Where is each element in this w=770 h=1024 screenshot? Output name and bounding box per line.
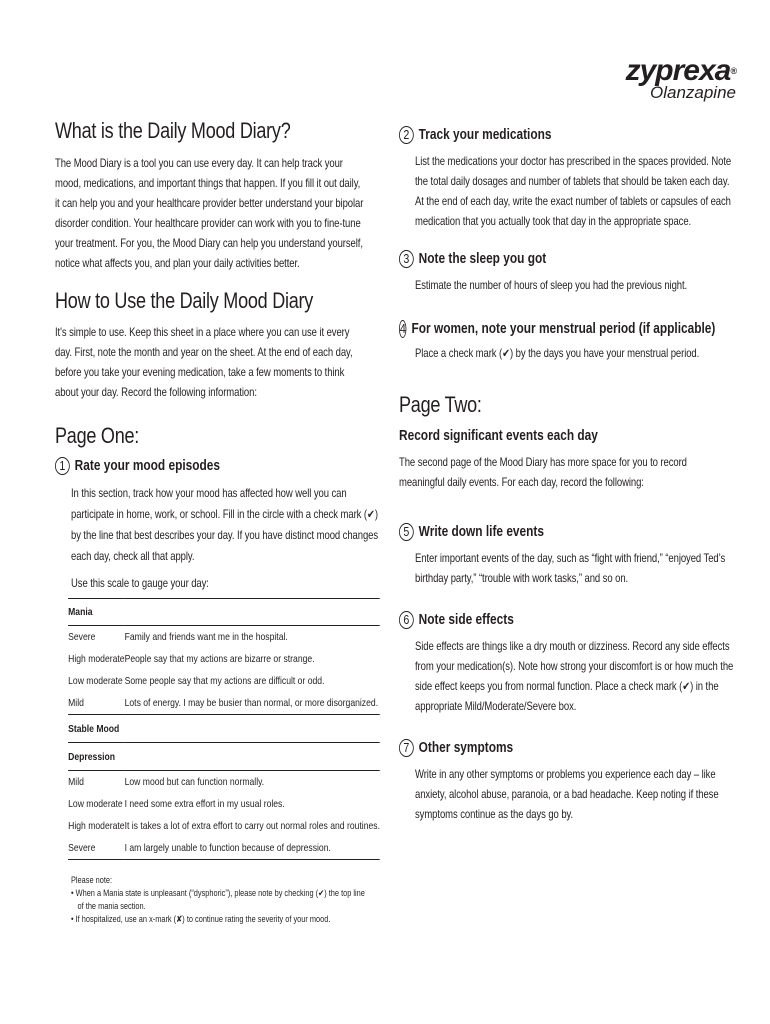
brand-logo	[626, 56, 736, 102]
section-4-heading	[399, 320, 716, 338]
note-title: Please note:	[71, 875, 113, 885]
level-desc: I am largely unable to function because of depression.	[124, 842, 331, 854]
what-body	[55, 154, 365, 274]
how-title: How to Use the Daily Mood Diary	[55, 288, 314, 313]
section-4-number: 4	[399, 321, 406, 336]
section-7-title: Other symptoms	[418, 740, 514, 756]
page-two-heading: Page Two:	[399, 392, 482, 417]
level-label: Mild	[68, 697, 84, 709]
level-label: Low moderate	[68, 798, 123, 810]
section-7-paragraph: Write in any other symptoms or problems you experience each day – like anxiety, alcohol abuse, paranoia, or a bad headache. Keep noting if these symptoms continue as the days go by.	[415, 768, 719, 821]
section-6-paragraph: Side effects are things like a dry mouth or dizziness. Record any side effects from your medication(s). Note how strong your discomfort is or how much the side effect keeps you from normal function. Place a check mark (✔) in the appropriate Mild/Moderate/Severe box.	[415, 640, 734, 713]
table-row	[68, 837, 380, 860]
section-5-heading	[399, 523, 661, 541]
page-one-heading: Page One:	[55, 423, 140, 448]
section-5-number: 5	[399, 523, 414, 541]
right-column	[399, 126, 734, 825]
table-row	[68, 692, 380, 715]
table-row	[68, 626, 380, 649]
level-label: High moderate	[68, 820, 125, 832]
section-1-title: Rate your mood episodes	[74, 458, 221, 474]
mania-label: Mania	[68, 606, 93, 618]
mood-scale-table	[68, 598, 380, 866]
section-4-paragraph: Place a check mark (✔) by the days you have your menstrual period.	[415, 347, 700, 360]
section-7-heading	[399, 739, 661, 757]
level-desc: Low mood but can function normally.	[124, 776, 265, 788]
level-desc: Family and friends want me in the hospital.	[124, 631, 288, 643]
brand-generic: Olanzapine	[649, 83, 736, 102]
section-6-body	[415, 637, 735, 717]
how-body	[55, 323, 365, 403]
level-label: Severe	[68, 631, 96, 643]
section-2-heading	[399, 126, 661, 144]
how-paragraph: It's simple to use. Keep this sheet in a place where you can use it every day. First, note the month and year on the sheet. At the end of each day, before you take your evening medication, take a few moments to think about your day. Record the following information:	[55, 326, 353, 399]
note-item-cont: of the mania section.	[77, 901, 146, 911]
level-label: Mild	[68, 776, 84, 788]
section-4-body	[415, 344, 735, 364]
section-6-title: Note side effects	[418, 612, 514, 628]
level-desc: I need some extra effort in my usual roles.	[124, 798, 285, 810]
section-3-paragraph: Estimate the number of hours of sleep you had the previous night.	[415, 279, 688, 292]
table-row	[68, 815, 380, 837]
section-5-body	[415, 549, 735, 589]
section-6-heading	[399, 611, 661, 629]
section-6-number: 6	[399, 611, 414, 629]
section-2-number: 2	[399, 126, 414, 144]
section-1-body	[71, 483, 381, 594]
brand-name: zyprexa®	[625, 54, 736, 87]
what-paragraph: The Mood Diary is a tool you can use every day. It can help track your mood, medications, and important things that happen. If you fill it out daily, it can help you and your healthcare provider better understand your bipolar disorder condition. Your healthcare provider can work with you to fine-tune your treatment. For you, the Mood Diary can help you understand yourself, notice what affects you, and plan your daily activities better.	[55, 157, 364, 270]
section-3-heading	[399, 250, 661, 268]
section-2-title: Track your medications	[418, 127, 552, 143]
level-desc: Lots of energy. I may be busier than normal, or more disorganized.	[124, 697, 379, 709]
what-title: What is the Daily Mood Diary?	[55, 118, 291, 143]
table-row	[68, 771, 380, 794]
section-5-paragraph: Enter important events of the day, such as “fight with friend,” “enjoyed Ted’s birthday party,” “trouble with work tasks,” and so on.	[415, 552, 726, 585]
note-item: • If hospitalized, use an x-mark (✘) to continue rating the severity of your mood.	[71, 914, 331, 924]
level-label: Low moderate	[68, 675, 123, 687]
section-1-heading	[55, 457, 309, 475]
events-title: Record significant events each day	[399, 428, 598, 444]
section-3-body	[415, 276, 735, 296]
events-body	[399, 453, 719, 493]
depression-label: Depression	[68, 750, 116, 763]
section-7-body	[415, 765, 735, 825]
level-desc: People say that my actions are bizarre or strange.	[124, 653, 315, 665]
table-row	[68, 670, 380, 692]
note-item: • When a Mania state is unpleasant (“dysphoric”), please note by checking (✔) the top line	[71, 888, 365, 898]
section-5-title: Write down life events	[418, 524, 544, 540]
table-row	[68, 648, 380, 670]
section-1-number: 1	[55, 457, 70, 475]
stable-mood-label: Stable Mood	[68, 722, 120, 735]
section-3-title: Note the sleep you got	[418, 251, 547, 267]
scale-intro: Use this scale to gauge your day:	[71, 577, 209, 590]
level-label: Severe	[68, 842, 96, 854]
mood-scale	[55, 598, 380, 866]
section-4-title: For women, note your menstrual period (if applicable)	[411, 321, 716, 337]
section-2-paragraph: List the medications your doctor has prescribed in the spaces provided. Note the total daily dosages and number of tablets that should be taken each day. At the end of each day, write the exact number of tablets or capsules of each medication that you actually took that day in the appropriate space.	[415, 155, 732, 228]
level-desc: It is takes a lot of extra effort to carry out normal roles and routines.	[124, 820, 380, 832]
section-7-number: 7	[399, 739, 414, 757]
level-desc: Some people say that my actions are difficult or odd.	[124, 675, 325, 687]
please-note	[71, 874, 381, 926]
table-row	[68, 793, 380, 815]
left-column	[55, 118, 380, 926]
section-2-body	[415, 152, 735, 232]
events-paragraph: The second page of the Mood Diary has more space for you to record meaningful daily events. For each day, record the following:	[399, 456, 687, 489]
section-1-paragraph: In this section, track how your mood has affected how well you can participate in home, work, or school. Fill in the circle with a check mark (✔) by the line that best describes your day. If you have distinct mood changes each day, check all that apply.	[71, 487, 379, 563]
section-3-number: 3	[399, 250, 414, 268]
level-label: High moderate	[68, 653, 125, 665]
